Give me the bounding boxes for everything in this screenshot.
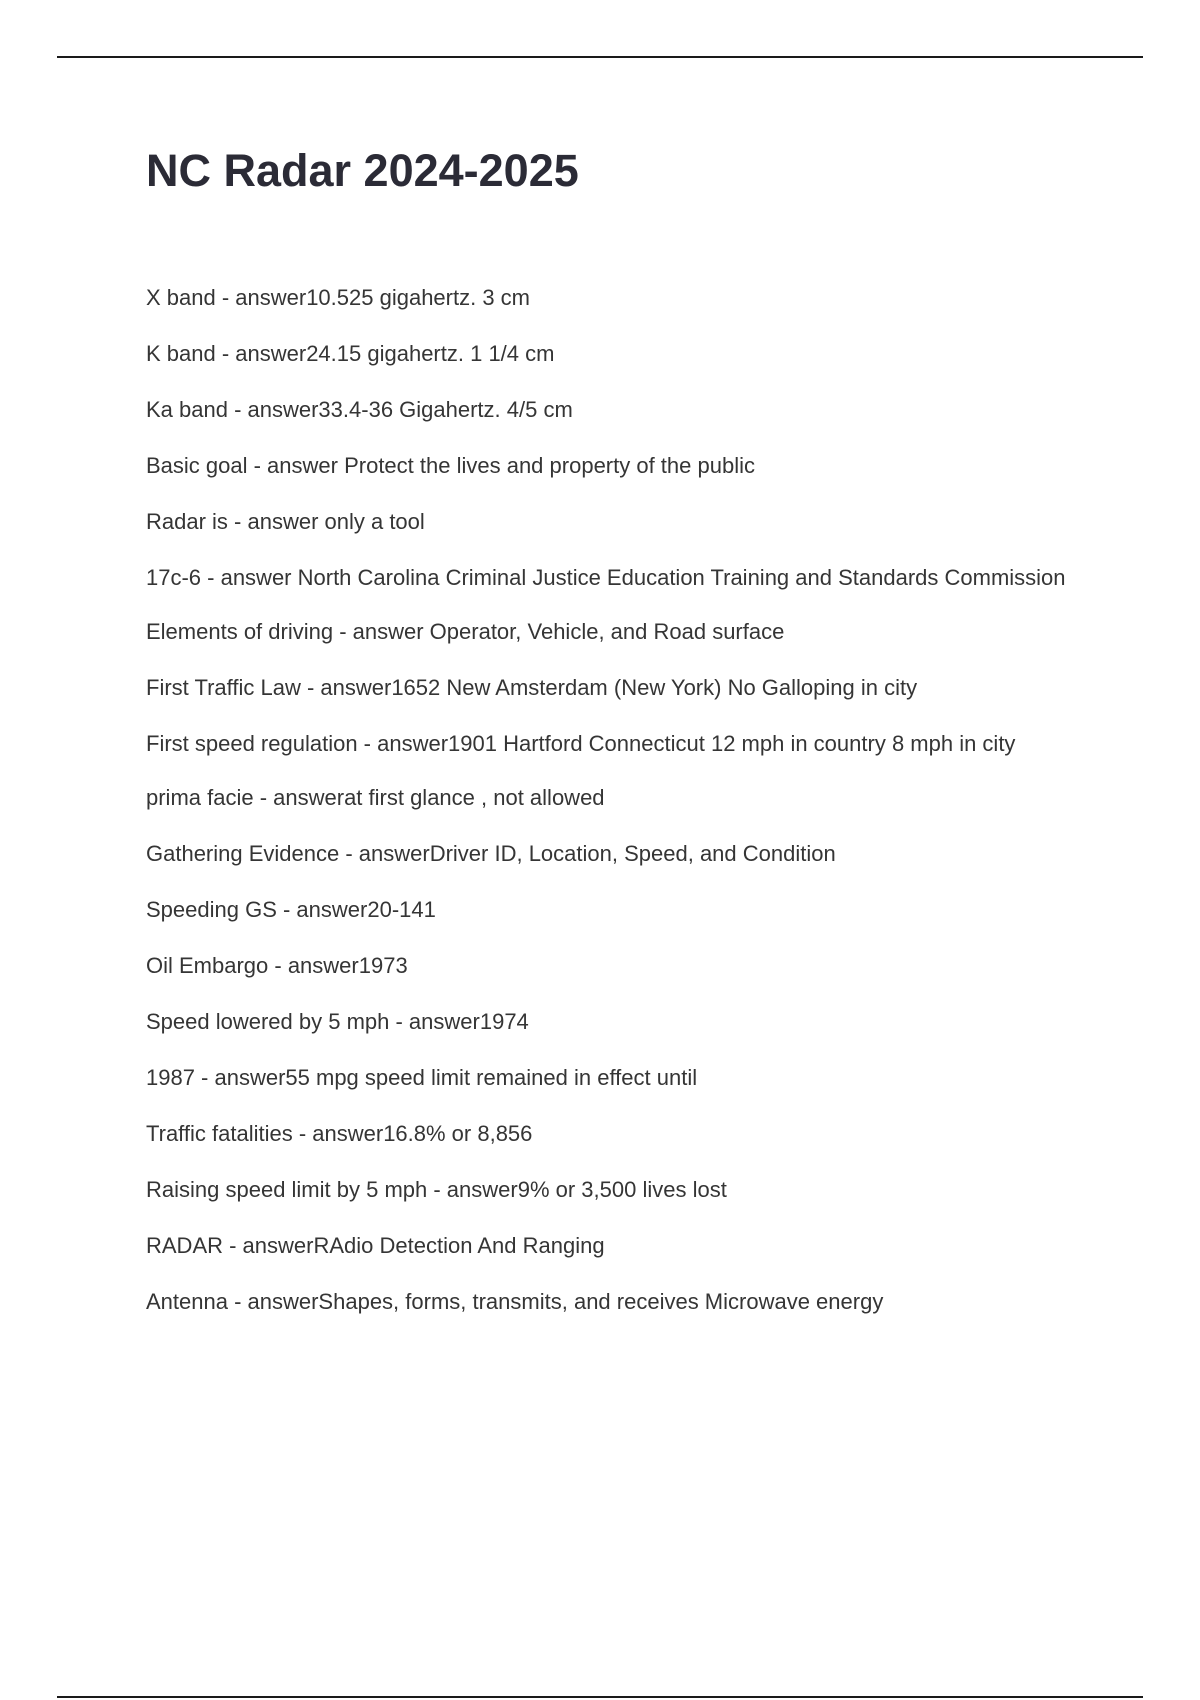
flashcard-item: Antenna - answerShapes, forms, transmits, and receives Microwave energy xyxy=(146,1289,884,1314)
flashcard-item: Raising speed limit by 5 mph - answer9% or 3,500 lives lost xyxy=(146,1177,727,1202)
footer-rule xyxy=(57,1696,1143,1698)
flashcard-item: RADAR - answerRAdio Detection And Ranging xyxy=(146,1233,605,1258)
flashcard-item: 17c-6 - answer North Carolina Criminal Justice Education Training and Standards Commission xyxy=(146,565,1066,590)
header-rule xyxy=(57,56,1143,58)
flashcard-list xyxy=(146,284,1076,1344)
flashcard-item: Oil Embargo - answer1973 xyxy=(146,953,408,978)
flashcard-item: Radar is - answer only a tool xyxy=(146,509,425,534)
flashcard-item: Basic goal - answer Protect the lives and property of the public xyxy=(146,453,755,478)
flashcard-item: K band - answer24.15 gigahertz. 1 1/4 cm xyxy=(146,341,555,366)
flashcard-item: prima facie - answerat first glance , not allowed xyxy=(146,785,605,810)
flashcard-item: X band - answer10.525 gigahertz. 3 cm xyxy=(146,285,531,310)
flashcard-item: First speed regulation - answer1901 Hartford Connecticut 12 mph in country 8 mph in city xyxy=(146,731,1016,756)
flashcard-item: 1987 - answer55 mpg speed limit remained in effect until xyxy=(146,1065,698,1090)
flashcard-item: Speeding GS - answer20-141 xyxy=(146,897,436,922)
flashcard-item: First Traffic Law - answer1652 New Amsterdam (New York) No Galloping in city xyxy=(146,675,918,700)
flashcard-item: Ka band - answer33.4-36 Gigahertz. 4/5 cm xyxy=(146,397,573,422)
flashcard-item: Traffic fatalities - answer16.8% or 8,856 xyxy=(146,1121,533,1146)
flashcard-item: Gathering Evidence - answerDriver ID, Location, Speed, and Condition xyxy=(146,841,836,866)
document-title: NC Radar 2024-2025 xyxy=(146,145,579,196)
flashcard-item: Elements of driving - answer Operator, Vehicle, and Road surface xyxy=(146,619,785,644)
flashcard-item: Speed lowered by 5 mph - answer1974 xyxy=(146,1009,529,1034)
